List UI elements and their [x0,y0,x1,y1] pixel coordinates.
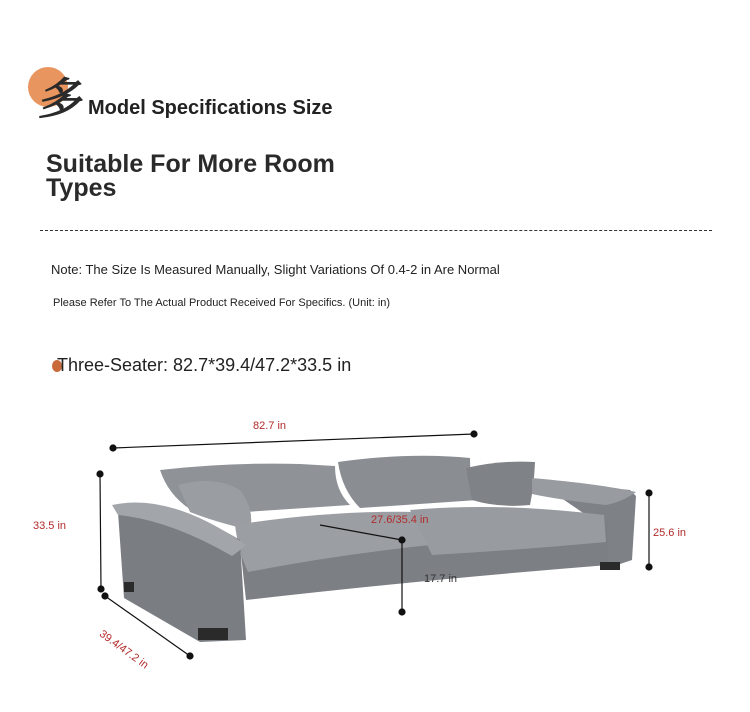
page-subtitle: Suitable For More Room Types [46,150,335,202]
height-line [100,474,101,589]
dimension-height: 33.5 in [33,520,67,532]
logo-glyph: 多 [35,74,89,125]
seat-height-line-start [399,537,405,543]
width-line [113,434,474,448]
dimension-seat-height: 17.7 in [424,573,458,585]
arm-height-line-end [646,564,652,570]
depth-line-start [102,593,108,599]
depth-line-end [187,653,193,659]
note-reference: Please Refer To The Actual Product Received For Specifics. (Unit: in) [53,297,391,309]
dimension-depth: 39.4/47.2 in [96,628,151,672]
width-line-start [110,445,116,451]
height-line-start [97,471,103,477]
dimension-seat-depth: 27.6/35.4 in [371,514,429,526]
seat-height-line-end [399,609,405,615]
height-line-end [98,586,104,592]
arm-height-line-start [646,490,652,496]
dimension-width: 82.7 in [253,420,287,432]
page-title: Model Specifications Size [88,97,333,119]
dimension-arm-height: 25.6 in [653,527,687,539]
width-line-end [471,431,477,437]
sofa-illustration [112,456,636,642]
note-measurement: Note: The Size Is Measured Manually, Slight Variations Of 0.4-2 in Are Normal [51,262,500,277]
product-size-label: Three-Seater: 82.7*39.4/47.2*33.5 in [57,355,352,375]
